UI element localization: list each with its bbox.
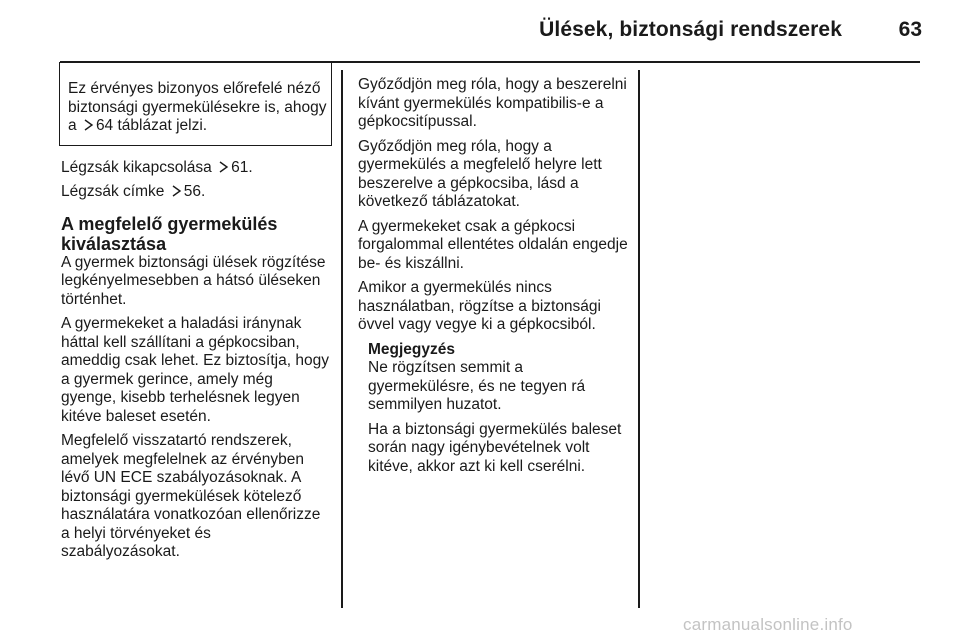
reference-page-link[interactable]: 61.: [231, 158, 253, 176]
info-box: [59, 62, 332, 146]
page-number: 63: [898, 18, 922, 41]
info-box-text: Ez érvényes bizonyos előrefelé néző biztonsági gyermekülésekre is, ahogy a: [68, 80, 327, 134]
paragraph: Győződjön meg róla, hogy a beszerelni kívánt gyermekülés kompatibilis-e a gépkocsitípussal.: [358, 76, 627, 130]
note-paragraph: Ne rögzítsen semmit a gyermekülésre, és ne tegyen rá semmilyen huzatot.: [368, 359, 586, 413]
note-title: Megjegyzés: [368, 340, 456, 358]
cross-reference-arrow-icon: [171, 185, 182, 197]
info-box-reference[interactable]: 64 táblázat jelzi.: [95, 117, 208, 134]
note-block: [358, 341, 633, 477]
paragraph: A gyermekeket a haladási iránynak háttal kell szállítani a gépkocsiban, ameddig csak lehet. Ez biztosítja, hogy a gyermek gerince, amely még gyenge, kisebb terhelésnek legyen kitéve baleset esetén.: [61, 315, 329, 425]
note-paragraph: Ha a biztonsági gyermekülés baleset során nagy igénybevételnek volt kitéve, akkor azt ki kell cserélni.: [368, 420, 622, 475]
cross-reference-arrow-icon: [83, 119, 94, 131]
reference-text: Légzsák címke: [61, 183, 165, 200]
reference-text: Légzsák kikapcsolása: [61, 158, 212, 176]
paragraph: Győződjön meg róla, hogy a gyermekülés a megfelelő helyre lett beszerelve a gépkocsiba, lásd a következő táblázatokat.: [358, 137, 602, 210]
cross-reference-arrow-icon: [218, 161, 229, 173]
paragraph: A gyermek biztonsági ülések rögzítése legkényelmesebben a hátsó üléseken történhet.: [61, 253, 326, 308]
column-left: [61, 62, 331, 568]
paragraph: Amikor a gyermekülés nincs használatban, rögzítse a biztonsági övvel vagy vegye ki a gépkocsiból.: [358, 279, 601, 333]
section-heading: A megfelelő gyermekülés kiválasztása: [61, 213, 278, 254]
column-divider-1: [341, 70, 343, 608]
reference-page-link[interactable]: 56.: [183, 183, 206, 200]
column-middle: [358, 76, 633, 482]
reference-airbag-label: [61, 183, 331, 202]
column-divider-2: [638, 70, 640, 608]
reference-airbag-deactivation: [61, 159, 331, 178]
page-title: Ülések, biztonsági rendszerek: [539, 18, 842, 41]
page-header: [0, 0, 960, 60]
watermark: carmanualsonline.info: [683, 615, 853, 634]
paragraph: A gyermekeket csak a gépkocsi forgalommal ellentétes oldalán engedje be- és kiszállni.: [358, 217, 628, 272]
paragraph: Megfelelő visszatartó rendszerek, amelyek megfelelnek az érvényben lévő UN ECE szabályozásoknak. A biztonsági gyermekülések kötelező használatára vonatkozóan ellenőrizze a helyi törvényeket és szabályozásokat.: [61, 432, 321, 560]
